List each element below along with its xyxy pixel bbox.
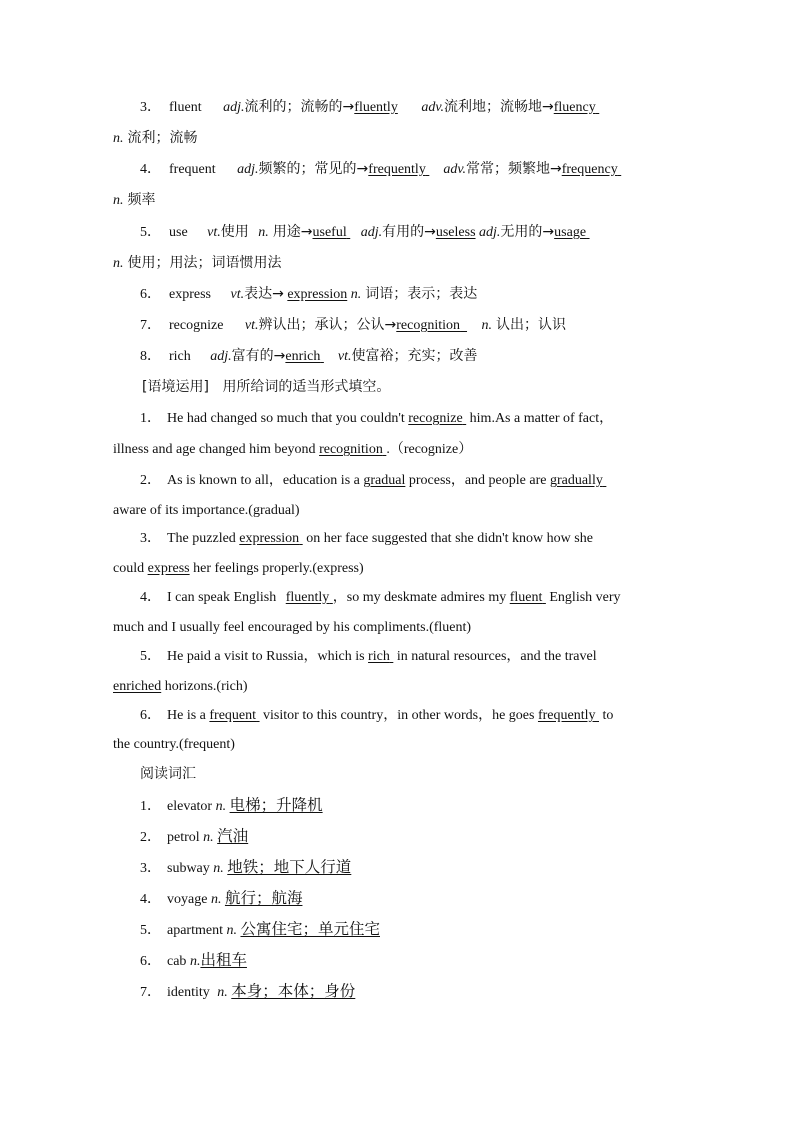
item-number: 5 <box>140 225 147 240</box>
item-number: 1 <box>140 411 147 426</box>
meaning: 本身；本体；身份 <box>231 982 356 1000</box>
meaning: 流利；流畅 <box>127 130 198 146</box>
headword: apartment <box>167 923 223 938</box>
derivation-continuation <box>113 128 198 149</box>
answer-blank: gradual <box>363 473 406 488</box>
derived-word: expression <box>287 287 348 302</box>
part-of-speech: n. <box>350 287 362 302</box>
derivation-item: 5． use vt.使用 n. 用途→useful adj.有用的→useless adj.无用的→usage <box>140 224 587 240</box>
item-number: 3 <box>140 861 147 876</box>
part-of-speech: vt. <box>337 349 352 364</box>
item-number: 3 <box>140 100 147 115</box>
part-of-speech: n. <box>203 830 214 845</box>
exercise-continuation <box>113 501 300 521</box>
part-of-speech: n. <box>113 256 124 271</box>
item-number: 6 <box>140 287 147 302</box>
sentence-text: her feelings properly.(express) <box>193 561 364 576</box>
part-of-speech: n. <box>113 193 124 208</box>
answer-blank: frequently <box>537 708 596 723</box>
meaning: 流利的；流畅的→ <box>244 99 355 115</box>
item-number: 4 <box>140 892 147 907</box>
headword: petrol <box>167 830 200 845</box>
meaning: 使用 <box>220 224 249 240</box>
part-of-speech: n. <box>210 892 222 907</box>
section-tag: [语境运用] <box>142 379 209 395</box>
exercise-continuation <box>113 559 364 579</box>
item-number: 5 <box>140 923 147 938</box>
part-of-speech: n. <box>481 318 493 333</box>
meaning: 出租车 <box>200 951 247 969</box>
exercise-item: 2． As is known to all，education is a gradual process，and people are gradually <box>140 473 603 488</box>
derivation-item: 4． frequent adj.频繁的；常见的→frequently adv.常常；频繁地→frequency <box>140 161 618 177</box>
vocab-item: 5． apartment n. 公寓住宅；单元住宅 <box>140 920 380 938</box>
vocab-item: 2． petrol n. 汽油 <box>140 827 249 845</box>
answer-blank: expression <box>239 531 300 546</box>
exercise-continuation <box>113 735 235 755</box>
exercise-item: 5． He paid a visit to Russia，which is rich in natural resources，and the travel <box>140 649 597 664</box>
part-of-speech: n. <box>113 131 124 146</box>
meaning: 辨认出；承认；公认→ <box>258 317 397 333</box>
part-of-speech: adj. <box>479 225 501 240</box>
item-number: 4 <box>140 162 147 177</box>
exercise-item: 3． The puzzled expression on her face suggested that she didn't know how she <box>140 531 593 546</box>
sentence-text: .（recognize） <box>386 442 473 457</box>
item-number: 1 <box>140 799 147 814</box>
headword: use <box>169 225 188 240</box>
part-of-speech: vt. <box>230 287 245 302</box>
item-number: 8 <box>140 349 147 364</box>
part-of-speech: adj. <box>237 162 259 177</box>
derived-word: useless <box>435 225 476 240</box>
part-of-speech: n. <box>258 225 269 240</box>
derived-word: frequently <box>368 162 426 177</box>
headword: frequent <box>169 162 216 177</box>
sentence-text: He is a <box>167 708 206 723</box>
sentence-text: As is known to all，education is a <box>167 473 360 488</box>
sentence-text: the country.(frequent) <box>113 737 235 752</box>
answer-blank: frequent <box>209 708 257 723</box>
headword: elevator <box>167 799 213 814</box>
headword: fluent <box>169 100 202 115</box>
item-number: 5 <box>140 649 147 664</box>
meaning: 汽油 <box>217 827 249 845</box>
item-number: 2 <box>140 473 147 488</box>
part-of-speech: adj. <box>360 225 383 240</box>
meaning: 频率 <box>127 192 156 208</box>
headword: express <box>169 287 211 302</box>
meaning: 表达→ <box>244 286 284 302</box>
sentence-text: He had changed so much that you couldn't <box>167 411 405 426</box>
vocab-item: 6． cab n.出租车 <box>140 951 247 969</box>
meaning: 使富裕；充实；改善 <box>351 348 478 364</box>
sentence-text: to <box>602 708 614 723</box>
headword: subway <box>167 861 210 876</box>
vocab-item: 1． elevator n. 电梯；升降机 <box>140 796 323 814</box>
meaning: 流利地；流畅地→ <box>444 99 554 115</box>
headword: rich <box>169 349 191 364</box>
derived-word: enrich <box>285 349 321 364</box>
answer-blank: fluently <box>285 590 330 605</box>
derived-word: fluency <box>553 100 596 115</box>
sentence-text: aware of its importance.(gradual) <box>113 503 300 518</box>
meaning: 频繁的；常见的→ <box>258 161 369 177</box>
derivation-item: 7． recognize vt.辨认出；承认；公认→recognition n. 认出；认识 <box>140 317 567 333</box>
sentence-text: horizons.(rich) <box>164 679 248 694</box>
part-of-speech: vt. <box>244 318 259 333</box>
section-instruction: 用所给词的适当形式填空。 <box>222 379 391 395</box>
meaning: 公寓住宅；单元住宅 <box>240 920 380 938</box>
derived-word: fluently <box>354 100 398 115</box>
part-of-speech: adv. <box>443 162 466 177</box>
headword: voyage <box>167 892 208 907</box>
headword: identity <box>167 985 210 1000</box>
derivation-item: 8． rich adj.富有的→enrich vt.使富裕；充实；改善 <box>140 348 478 364</box>
exercise-continuation <box>113 677 248 697</box>
sentence-text: I can speak English <box>167 590 277 605</box>
derivation-continuation <box>113 190 156 211</box>
section-heading-context <box>142 377 390 398</box>
part-of-speech: adj. <box>210 349 232 364</box>
answer-blank: rich <box>368 649 390 664</box>
answer-blank: recognition <box>319 442 383 457</box>
exercise-continuation <box>113 440 472 460</box>
sentence-text: He paid a visit to Russia，which is <box>167 649 365 664</box>
exercise-item: 1． He had changed so much that you couldn't recognize him.As a matter of fact， <box>140 411 614 426</box>
answer-blank: fluent <box>509 590 543 605</box>
meaning: 常常；频繁地→ <box>466 161 562 177</box>
part-of-speech: adv. <box>421 100 445 115</box>
exercise-item: 4． I can speak English fluently ，so my deskmate admires my fluent English very <box>140 590 621 605</box>
derived-word: usage <box>554 225 587 240</box>
meaning: 用途→ <box>272 224 313 240</box>
meaning: 无用的→ <box>500 224 555 240</box>
derived-word: recognition <box>396 318 461 333</box>
sentence-text: process，and people are <box>408 473 547 488</box>
headword: cab <box>167 954 187 969</box>
item-number: 7 <box>140 985 147 1000</box>
answer-blank: gradually <box>549 473 603 488</box>
meaning: 富有的→ <box>231 348 286 364</box>
vocab-item: 3． subway n. 地铁；地下人行道 <box>140 858 352 876</box>
part-of-speech: n. <box>189 954 201 969</box>
sentence-text: The puzzled <box>167 531 236 546</box>
meaning: 有用的→ <box>382 224 436 240</box>
section-title: 阅读词汇 <box>140 766 196 782</box>
section-heading-reading <box>140 764 196 785</box>
headword: recognize <box>169 318 224 333</box>
item-number: 6 <box>140 954 147 969</box>
part-of-speech: n. <box>215 799 227 814</box>
answer-blank: express <box>147 561 190 576</box>
sentence-text: ，so my deskmate admires my <box>332 590 507 605</box>
derivation-continuation <box>113 253 282 274</box>
part-of-speech: n. <box>217 985 228 1000</box>
item-number: 6 <box>140 708 147 723</box>
meaning: 词语；表示；表达 <box>365 286 478 302</box>
sentence-text: on her face suggested that she didn't know how she <box>306 531 593 546</box>
item-number: 4 <box>140 590 147 605</box>
part-of-speech: adj. <box>223 100 245 115</box>
meaning: 地铁；地下人行道 <box>227 858 352 876</box>
answer-blank: enriched <box>113 679 162 694</box>
meaning: 使用；用法；词语惯用法 <box>127 255 282 271</box>
answer-blank: recognize <box>408 411 463 426</box>
derivation-item: 6． express vt.表达→ expression n. 词语；表示；表达 <box>140 286 478 302</box>
sentence-text: visitor to this country，in other words，he goes <box>263 708 535 723</box>
sentence-text: illness and age changed him beyond <box>113 442 316 457</box>
sentence-text: could <box>113 561 145 576</box>
exercise-item: 6． He is a frequent visitor to this country，in other words，he goes frequently to <box>140 708 614 723</box>
item-number: 3 <box>140 531 147 546</box>
item-number: 7 <box>140 318 147 333</box>
derived-word: useful <box>312 225 347 240</box>
sentence-text: English very <box>549 590 621 605</box>
sentence-text: in natural resources，and the travel <box>396 649 597 664</box>
vocab-item: 7． identity n. 本身；本体；身份 <box>140 982 356 1000</box>
sentence-text: him.As a matter of fact， <box>469 411 614 426</box>
part-of-speech: vt. <box>207 225 221 240</box>
meaning: 电梯；升降机 <box>229 796 323 814</box>
meaning: 认出；认识 <box>496 317 567 333</box>
sentence-text: much and I usually feel encouraged by his compliments.(fluent) <box>113 620 472 635</box>
derived-word: frequency <box>561 162 618 177</box>
part-of-speech: n. <box>213 861 224 876</box>
part-of-speech: n. <box>226 923 237 938</box>
item-number: 2 <box>140 830 147 845</box>
vocab-item: 4． voyage n. 航行；航海 <box>140 889 303 907</box>
meaning: 航行；航海 <box>224 889 303 907</box>
derivation-item: 3． fluent adj.流利的；流畅的→fluently adv.流利地；流畅地→fluency <box>140 99 596 115</box>
exercise-continuation <box>113 618 471 638</box>
